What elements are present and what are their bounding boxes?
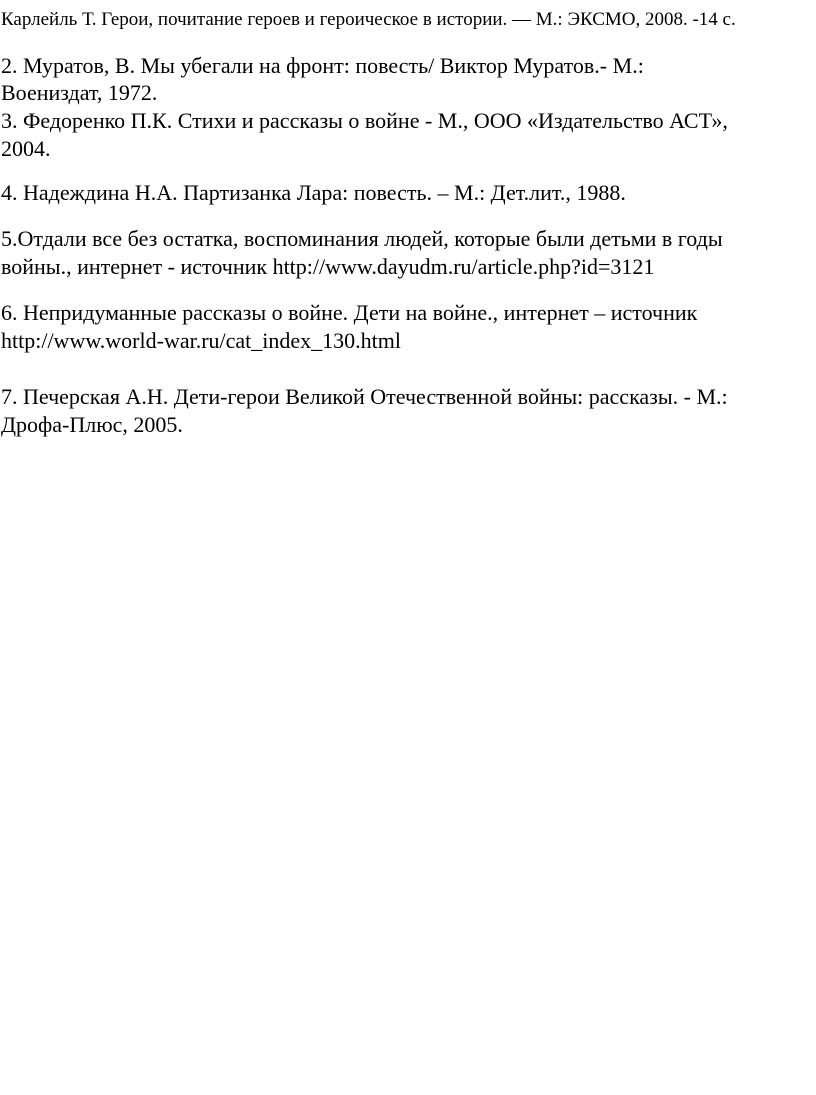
reference-1-line-1: Карлейль Т. Герои, почитание героев и героическое в истории. — М.: ЭКСМО, 2008. -14 с. <box>1 9 736 30</box>
reference-6-line-2: http://www.world-war.ru/cat_index_130.html <box>1 328 402 353</box>
reference-7-line-1: 7. Печерская А.Н. Дети-герои Великой Отечественной войны: рассказы. - М.: <box>1 384 728 409</box>
reference-5-line-1: 5.Отдали все без остатка, воспоминания людей, которые были детьми в годы <box>1 226 723 251</box>
reference-5-line-2: войны., интернет - источник http://www.dayudm.ru/article.php?id=3121 <box>1 254 655 279</box>
reference-6-line-1: 6. Непридуманные рассказы о войне. Дети на войне., интернет – источник <box>1 300 698 325</box>
reference-3-line-2: 2004. <box>1 136 51 161</box>
reference-2-line-2: Воениздат, 1972. <box>1 80 158 105</box>
reference-3-line-1: 3. Федоренко П.К. Стихи и рассказы о войне - М., ООО «Издательство АСТ», <box>1 108 728 133</box>
reference-4-line-1: 4. Надеждина Н.А. Партизанка Лара: повесть. – М.: Дет.лит., 1988. <box>1 180 626 205</box>
reference-7-line-2: Дрофа-Плюс, 2005. <box>1 412 183 437</box>
reference-2-line-1: 2. Муратов, В. Мы убегали на фронт: повесть/ Виктор Муратов.- М.: <box>1 53 644 78</box>
